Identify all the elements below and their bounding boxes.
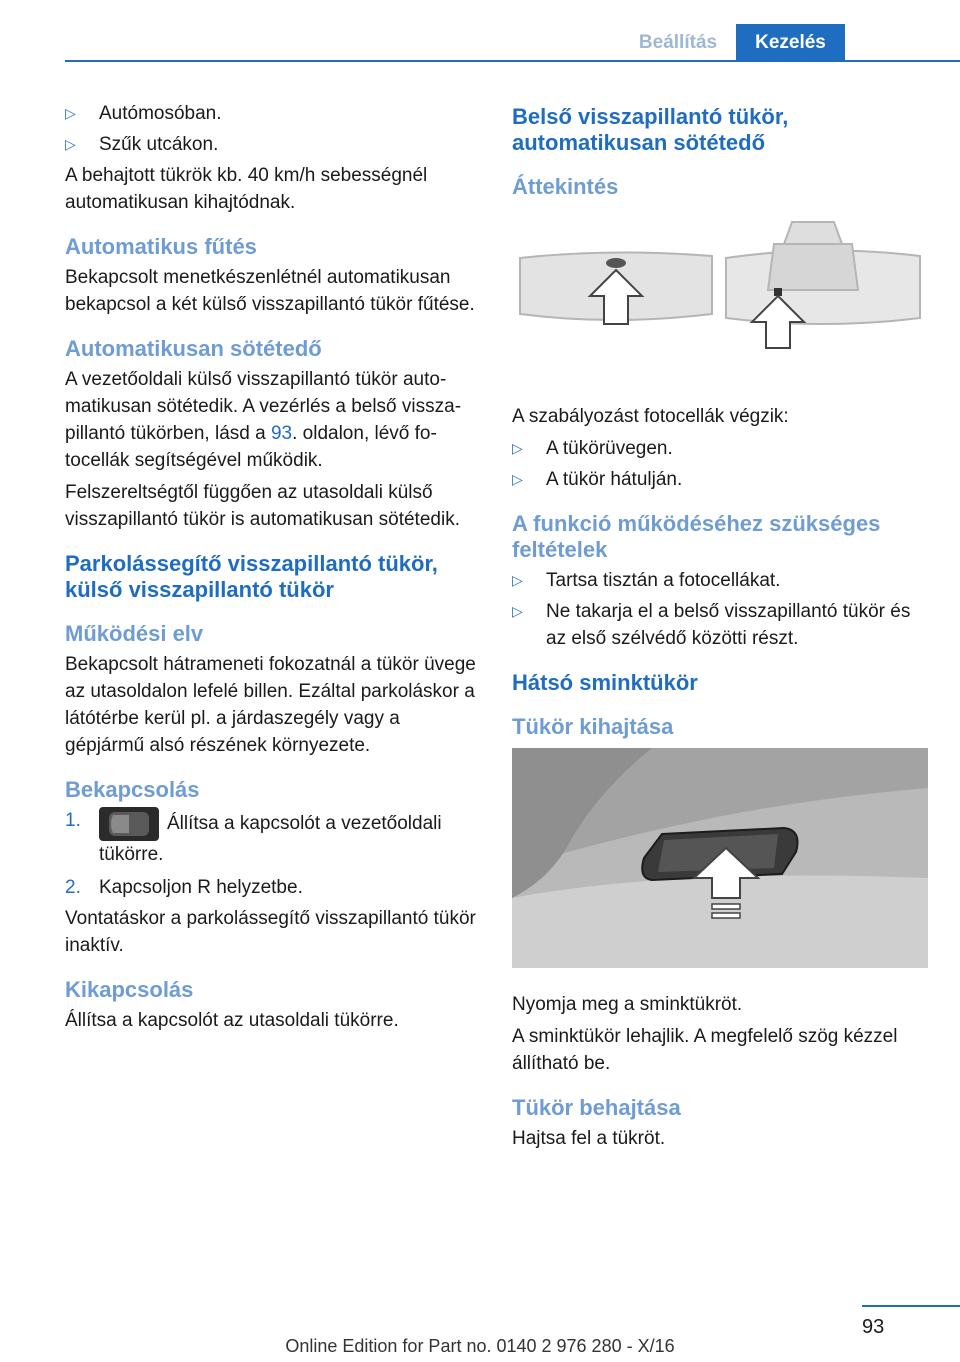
heading-overview: Áttekintés [512,174,619,199]
triangle-bullet-icon: ▷ [65,136,76,152]
heading-switch-off: Kikapcsolás [65,977,194,1002]
heading-vanity-mirror: Hátsó sminktükör [512,670,698,695]
heading-inner-mirror: Belső visszapillantó tükör, automatikusan sötétedő [512,104,789,155]
heading-heating: Automatikus fűtés [65,234,257,259]
mirror-front [520,252,712,324]
triangle-bullet-icon: ▷ [512,440,523,456]
paragraph: A szabályozást fotocellák végzik: [512,406,789,427]
paragraph: Nyomja meg a sminktükröt. [512,994,743,1015]
tab-beallitas[interactable]: Beállítás [638,32,718,53]
heading-principle: Működési elv [65,621,204,646]
mirror-switch-icon [99,807,159,841]
tab-kezeles[interactable]: Kezelés [736,24,845,62]
list-item: ▷ Ne takarja el a belső visszapillantó tükör és az első szélvédő közötti részt. [512,598,928,652]
vanity-mirror-figure [512,748,928,968]
inner-mirror-figure [512,218,928,378]
heading-conditions: A funkció működéséhez szükséges feltételek [512,511,881,562]
paragraph: A vezetőoldali külső visszapillantó tükör automatikusan sötétedik. A vezérlés a belső visszapillantó tükörben, lásd a 93. oldalon, lévő fotocellák segítségével működik. [65,369,462,471]
paragraph: Bekapcsolt menetkészenlétnél automatikusan bekapcsol a két külső visszapillantó tükör fűtése. [65,267,475,315]
triangle-bullet-icon: ▷ [512,471,523,487]
list-item: ▷ A tükörüvegen. [512,435,928,462]
paragraph: A sminktükör lehajlik. A megfelelő szög kézzel állítható be. [512,1026,898,1074]
paragraph: A behajtott tükrök kb. 40 km/h sebességnél automatikusan kihajtódnak. [65,165,428,213]
step-number: 1. [65,810,81,831]
heading-fold-in: Tükör behajtása [512,1095,681,1120]
triangle-bullet-icon: ▷ [512,572,523,588]
list-item: ▷ Szűk utcákon. [65,131,481,158]
paragraph: Vontatáskor a parkolássegítő visszapillantó tükör inaktív. [65,908,476,956]
page-link[interactable]: 93 [270,423,293,444]
paragraph: Felszereltségtől függően az utasoldali külső visszapillantó tükör is automatikusan sötétedik. [65,482,460,530]
heading-parking-mirror: Parkolássegítő visszapillantó tükör, külső visszapillantó tükör [65,551,438,602]
list-item: ▷ Autómosóban. [65,100,481,127]
list-item: 1. Állítsa a kapcsolót a vezetőoldali tükörre. [65,807,481,868]
paragraph: Bekapcsolt hátrameneti fokozatnál a tükör üvege az utasoldalon lefelé billen. Ezáltal parkoláskor a látótérbe kerül pl. a járdaszegély vagy a gépjármű alsó részének környezete. [65,654,476,756]
heading-fold-out: Tükör kihajtása [512,714,674,739]
triangle-bullet-icon: ▷ [65,105,76,121]
triangle-bullet-icon: ▷ [512,603,523,619]
conditions-list [512,567,928,652]
right-column [512,100,928,1157]
list-item: 2. Kapcsoljon R helyzetbe. [65,874,481,901]
step-number: 2. [65,877,81,898]
heading-switch-on: Bekapcsolás [65,777,200,802]
steps-list [65,807,481,901]
left-column [65,100,481,1039]
situation-list [65,100,481,158]
paragraph: Hajtsa fel a tükröt. [512,1128,666,1149]
list-item: ▷ Tartsa tisztán a fotocellákat. [512,567,928,594]
footer-edition: Online Edition for Part no. 0140 2 976 280 - X/16 [285,1336,675,1356]
page-number: 93 [862,1316,885,1338]
photocell-list [512,435,928,493]
header-rule [65,60,960,62]
footer-rule [862,1305,960,1307]
paragraph: Állítsa a kapcsolót az utasoldali tükörre. [65,1010,399,1031]
heading-dimming: Automatikusan sötétedő [65,336,322,361]
list-item: ▷ A tükör hátulján. [512,466,928,493]
